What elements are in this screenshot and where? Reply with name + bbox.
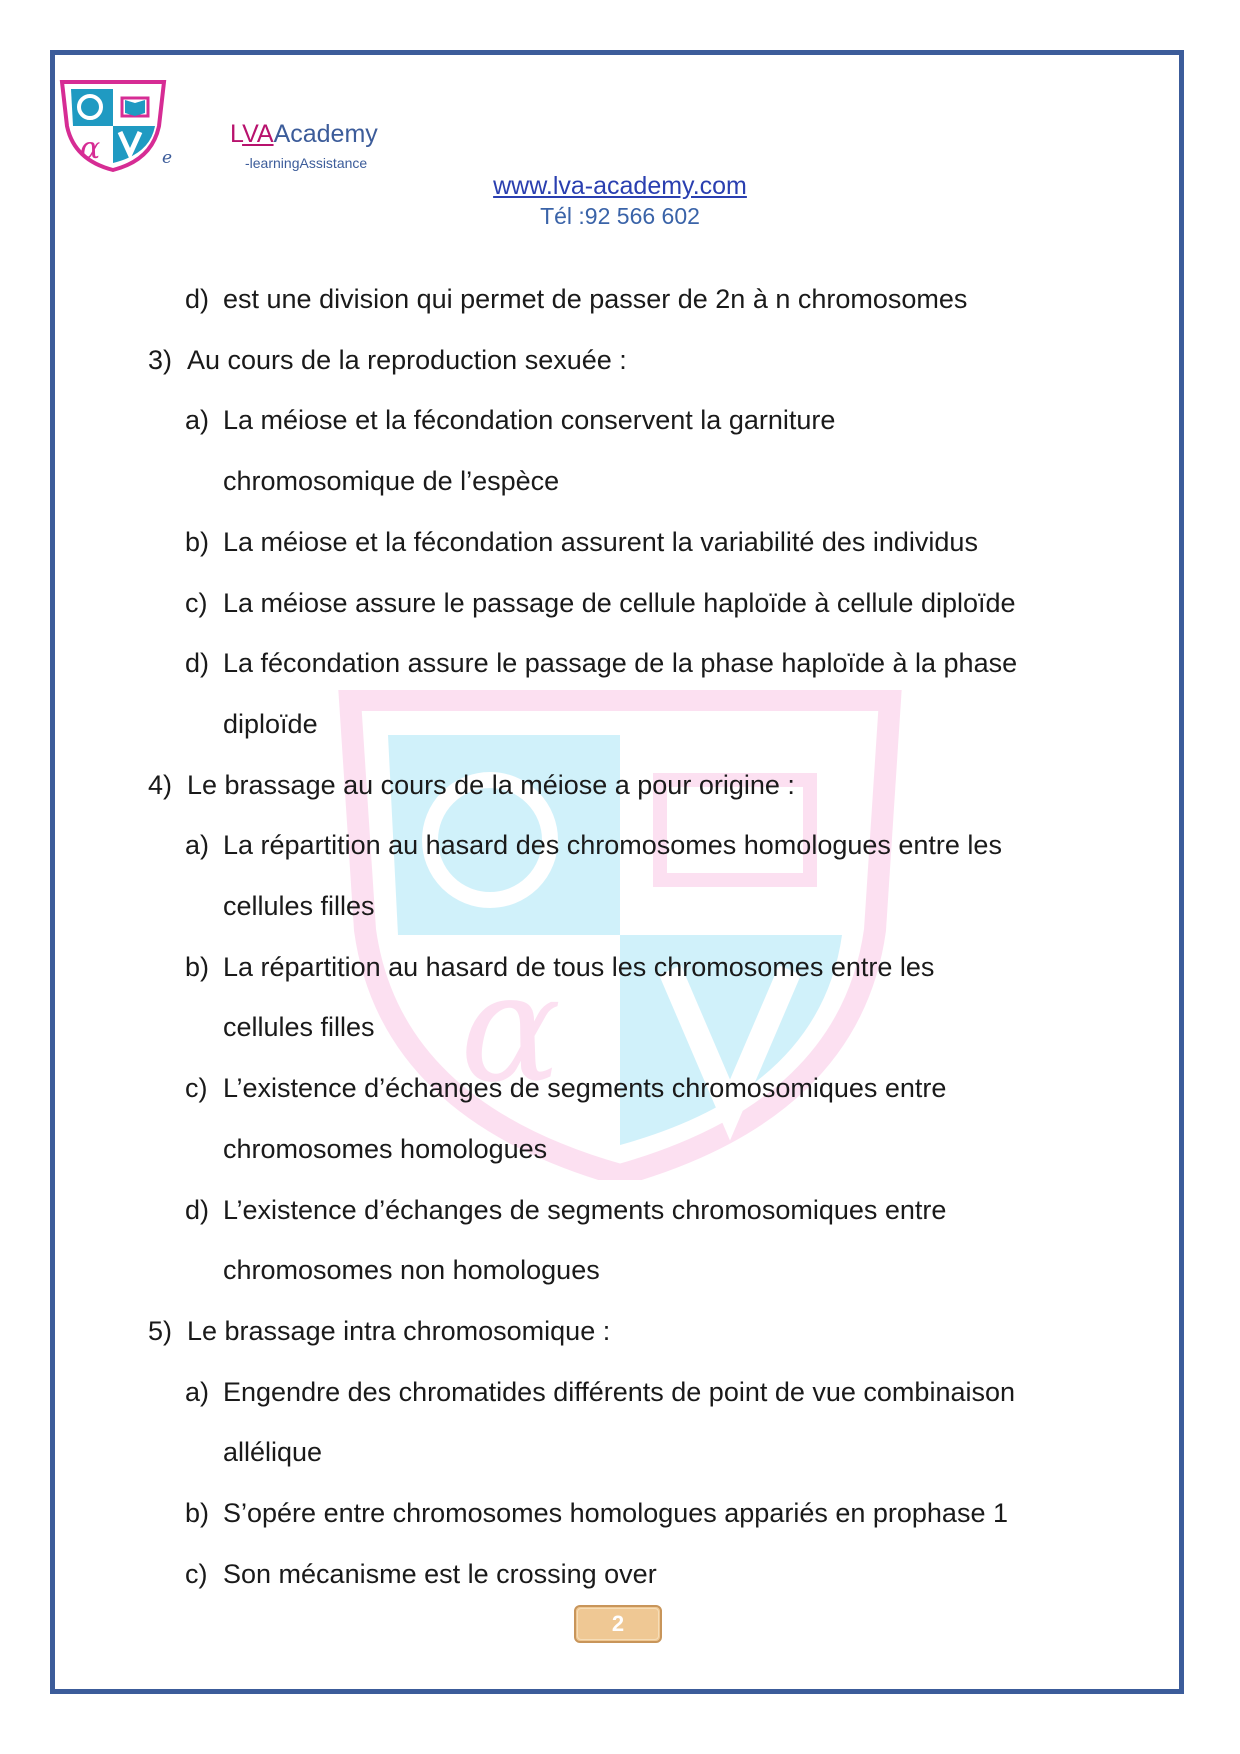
list-item-text: chromosomes homologues xyxy=(223,1133,548,1164)
phone-number: Tél :92 566 602 xyxy=(540,203,700,229)
list-item-marker: d) xyxy=(185,1194,210,1225)
list-item-marker: 3) xyxy=(148,344,173,375)
brand-part-2: VA xyxy=(242,120,274,148)
list-item-marker: 4) xyxy=(148,769,173,800)
list-item-text: chromosomes non homologues xyxy=(223,1255,600,1286)
brand-part-3: Academy xyxy=(273,120,378,148)
list-item-marker: a) xyxy=(185,830,210,861)
list-item-text: allélique xyxy=(223,1437,323,1468)
list-item-marker: b) xyxy=(185,951,210,982)
list-item-marker: b) xyxy=(185,1498,210,1528)
list-item-marker: 5) xyxy=(148,1315,173,1346)
page-number-badge xyxy=(574,1605,662,1643)
list-item-marker: d) xyxy=(185,648,210,679)
brand-tagline: -learningAssistance xyxy=(245,155,368,171)
list-item-marker: a) xyxy=(185,1376,210,1407)
list-item-marker: a) xyxy=(185,405,210,436)
list-item-text: est une division qui permet de passer de 2n à n chromosomes xyxy=(223,284,968,314)
list-item-text: Engendre des chromatides différents de point de vue combinaison xyxy=(223,1376,1016,1407)
list-item-text: La méiose et la fécondation assurent la variabilité des individus xyxy=(223,526,978,557)
list-item-text: La méiose et la fécondation conservent la garniture xyxy=(223,405,836,436)
list-item-marker: c) xyxy=(185,1073,208,1104)
list-item-text: S’opére entre chromosomes homologues appariés en prophase 1 xyxy=(223,1498,1008,1528)
brand-part-1: L xyxy=(230,120,243,148)
list-item-text: cellules filles xyxy=(223,1012,375,1043)
list-item-text: L’existence d’échanges de segments chromosomiques entre xyxy=(223,1073,947,1104)
list-item-text: Le brassage au cours de la méiose a pour origine : xyxy=(187,769,795,800)
list-item-marker: c) xyxy=(185,587,208,618)
list-item-text: Le brassage intra chromosomique : xyxy=(187,1315,611,1346)
list-item-text: La répartition au hasard de tous les chromosomes entre les xyxy=(223,951,935,982)
website-link[interactable]: www.lva-academy.com xyxy=(493,172,747,200)
logo-letter: e xyxy=(162,148,173,168)
list-item-text: Au cours de la reproduction sexuée : xyxy=(187,344,627,375)
list-item-text: La répartition au hasard des chromosomes homologues entre les xyxy=(223,830,1002,861)
list-item-marker: d) xyxy=(185,284,210,314)
svg-text:α: α xyxy=(80,131,101,166)
svg-text:α: α xyxy=(460,942,562,1116)
page-number: 2 xyxy=(577,1608,659,1640)
list-item-text: Son mécanisme est le crossing over xyxy=(223,1558,657,1589)
list-item-text: diploïde xyxy=(223,708,318,739)
list-item-text: chromosomique de l’espèce xyxy=(223,466,560,497)
list-item-marker: b) xyxy=(185,526,210,557)
list-item-text: cellules filles xyxy=(223,891,375,921)
list-item-text: La méiose assure le passage de cellule haploïde à cellule diploïde xyxy=(223,587,1016,618)
list-item-marker: c) xyxy=(185,1558,208,1589)
list-item-text: L’existence d’échanges de segments chromosomiques entre xyxy=(223,1194,947,1225)
list-item-text: La fécondation assure le passage de la phase haploïde à la phase xyxy=(223,648,1018,679)
